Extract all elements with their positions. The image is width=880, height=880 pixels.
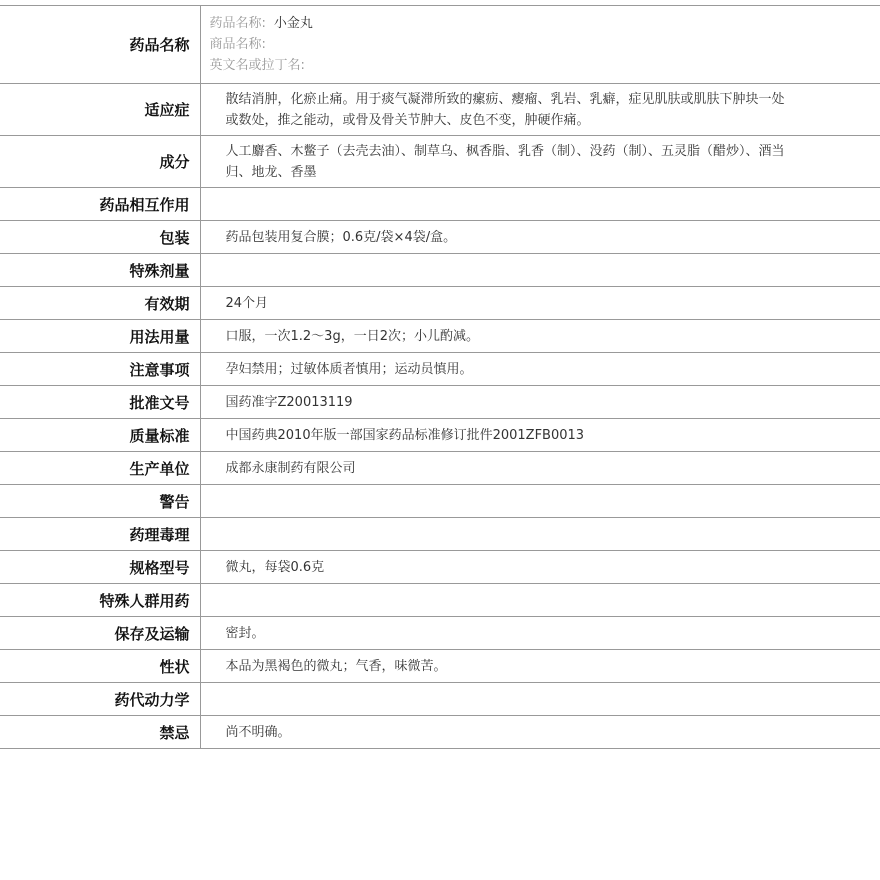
row-value: 尚不明确。 (225, 724, 291, 740)
row-value (200, 584, 880, 617)
trade-name-label: 商品名称: (209, 37, 266, 52)
row-value: 本品为黑褐色的微丸；气香，味微苦。 (225, 658, 447, 674)
row-precautions (0, 353, 880, 386)
row-packaging (0, 221, 880, 254)
row-label: 药品名称 (0, 6, 200, 84)
row-label: 有效期 (0, 287, 200, 320)
row-label: 质量标准 (0, 419, 200, 452)
row-label: 药代动力学 (0, 683, 200, 716)
row-label: 批准文号 (0, 386, 200, 419)
row-shelf-life (0, 287, 880, 320)
row-pharmacology (0, 518, 880, 551)
row-label: 成分 (0, 136, 200, 188)
row-value: 密封。 (225, 625, 265, 641)
row-label: 保存及运输 (0, 617, 200, 650)
row-storage (0, 617, 880, 650)
row-value: 散结消肿，化瘀止痛。用于痰气凝滞所致的瘰疬、瘿瘤、乳岩、乳癖，症见肌肤或肌肤下肿块一处或数处，推之能动，或骨及骨关节肿大、皮色不变，肿硬作痛。 (225, 91, 785, 128)
row-interactions (0, 188, 880, 221)
row-dosage (0, 320, 880, 353)
row-label: 性状 (0, 650, 200, 683)
row-quality-standard (0, 419, 880, 452)
drug-info-table (0, 5, 880, 749)
row-label: 规格型号 (0, 551, 200, 584)
row-approval-number (0, 386, 880, 419)
row-label: 生产单位 (0, 452, 200, 485)
generic-name-label: 药品名称: (209, 16, 266, 31)
row-label: 警告 (0, 485, 200, 518)
row-label: 药理毒理 (0, 518, 200, 551)
row-label: 禁忌 (0, 716, 200, 749)
row-manufacturer (0, 452, 880, 485)
row-warning (0, 485, 880, 518)
row-label: 用法用量 (0, 320, 200, 353)
row-drug-name (0, 6, 880, 84)
english-name-line (210, 55, 789, 76)
row-pharmacokinetics (0, 683, 880, 716)
row-label: 药品相互作用 (0, 188, 200, 221)
row-value: 口服，一次1.2～3g，一日2次；小儿酌减。 (225, 328, 479, 344)
english-name-label: 英文名或拉丁名: (209, 58, 305, 73)
row-description (0, 650, 880, 683)
drug-name-cell (200, 6, 880, 84)
row-label: 包装 (0, 221, 200, 254)
row-value (200, 518, 880, 551)
trade-name-line (210, 34, 789, 55)
row-special-populations (0, 584, 880, 617)
row-value (200, 683, 880, 716)
generic-name-value: 小金丸 (273, 16, 313, 31)
row-value: 孕妇禁用；过敏体质者慎用；运动员慎用。 (225, 361, 473, 377)
row-specification (0, 551, 880, 584)
row-value: 人工麝香、木鳖子（去壳去油）、制草乌、枫香脂、乳香（制）、没药（制）、五灵脂（醋炒）、酒当归、地龙、香墨 (225, 143, 785, 180)
row-value (200, 254, 880, 287)
row-value (200, 188, 880, 221)
row-value: 中国药典2010年版一部国家药品标准修订批件2001ZFB0013 (225, 427, 585, 443)
row-label: 适应症 (0, 84, 200, 136)
row-value: 24个月 (225, 295, 269, 311)
generic-name-line (210, 13, 789, 34)
row-value: 成都永康制药有限公司 (225, 460, 356, 476)
row-value: 微丸，每袋0.6克 (225, 559, 325, 575)
row-ingredients (0, 136, 880, 188)
row-label: 注意事项 (0, 353, 200, 386)
row-special-dosage (0, 254, 880, 287)
row-value: 国药准字Z20013119 (225, 394, 353, 410)
row-label: 特殊剂量 (0, 254, 200, 287)
row-value (200, 485, 880, 518)
row-label: 特殊人群用药 (0, 584, 200, 617)
row-indications (0, 84, 880, 136)
row-value: 药品包装用复合膜；0.6克/袋×4袋/盒。 (225, 229, 457, 245)
row-contraindications (0, 716, 880, 749)
